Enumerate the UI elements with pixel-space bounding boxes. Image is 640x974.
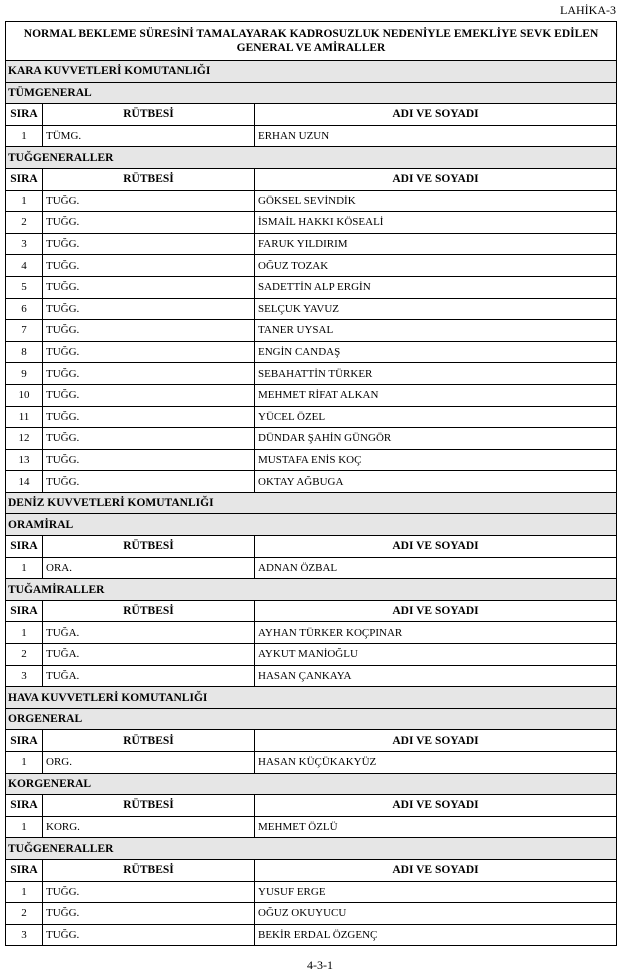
command-row [6, 687, 617, 709]
table-row [6, 125, 617, 147]
cell-name: ERHAN UZUN [255, 125, 617, 147]
personnel-table [5, 21, 617, 946]
cell-name: ADNAN ÖZBAL [255, 557, 617, 579]
cell-rank: TUĞG. [43, 255, 255, 277]
appendix-label: LAHİKA-3 [560, 3, 616, 17]
column-header-row [6, 536, 617, 558]
cell-rank: TUĞG. [43, 903, 255, 925]
header-name: ADI VE SOYADI [255, 730, 617, 752]
table-row [6, 665, 617, 687]
table-row [6, 903, 617, 925]
cell-no: 9 [6, 363, 43, 385]
rank-group-row [6, 514, 617, 536]
cell-rank: TUĞG. [43, 881, 255, 903]
header-no: SIRA [6, 536, 43, 558]
cell-name: SADETTİN ALP ERGİN [255, 276, 617, 298]
header-no: SIRA [6, 795, 43, 817]
header-rank: RÜTBESİ [43, 168, 255, 190]
rank-group-row [6, 708, 617, 730]
cell-name: MUSTAFA ENİS KOÇ [255, 449, 617, 471]
rank-group-title: TÜMGENERAL [6, 82, 617, 104]
table-row [6, 471, 617, 493]
cell-name: DÜNDAR ŞAHİN GÜNGÖR [255, 428, 617, 450]
table-row [6, 212, 617, 234]
cell-name: MEHMET ÖZLÜ [255, 816, 617, 838]
rank-group-row [6, 838, 617, 860]
cell-name: TANER UYSAL [255, 320, 617, 342]
cell-no: 3 [6, 665, 43, 687]
command-row [6, 492, 617, 514]
cell-no: 12 [6, 428, 43, 450]
header-rank: RÜTBESİ [43, 859, 255, 881]
cell-name: MEHMET RİFAT ALKAN [255, 384, 617, 406]
header-no: SIRA [6, 168, 43, 190]
cell-name: HASAN KÜÇÜKAKYÜZ [255, 752, 617, 774]
cell-no: 1 [6, 881, 43, 903]
column-header-row [6, 104, 617, 126]
rank-group-row [6, 82, 617, 104]
page-number: 4-3-1 [307, 958, 333, 972]
table-row [6, 255, 617, 277]
personnel-table-body [6, 22, 617, 946]
column-header-row [6, 168, 617, 190]
cell-no: 10 [6, 384, 43, 406]
cell-no: 2 [6, 212, 43, 234]
header-name: ADI VE SOYADI [255, 600, 617, 622]
table-row [6, 428, 617, 450]
header-rank: RÜTBESİ [43, 104, 255, 126]
header-rank: RÜTBESİ [43, 536, 255, 558]
cell-rank: TUĞG. [43, 212, 255, 234]
cell-rank: TUĞG. [43, 190, 255, 212]
cell-rank: TUĞG. [43, 298, 255, 320]
header-rank: RÜTBESİ [43, 795, 255, 817]
table-row [6, 924, 617, 946]
cell-no: 3 [6, 924, 43, 946]
cell-rank: TUĞG. [43, 233, 255, 255]
header-no: SIRA [6, 600, 43, 622]
table-row [6, 341, 617, 363]
cell-rank: TUĞG. [43, 276, 255, 298]
cell-rank: TUĞA. [43, 622, 255, 644]
table-row [6, 881, 617, 903]
rank-group-title: ORGENERAL [6, 708, 617, 730]
cell-name: AYKUT MANİOĞLU [255, 644, 617, 666]
cell-no: 1 [6, 816, 43, 838]
cell-name: OĞUZ OKUYUCU [255, 903, 617, 925]
table-row [6, 276, 617, 298]
cell-rank: TÜMG. [43, 125, 255, 147]
command-title: HAVA KUVVETLERİ KOMUTANLIĞI [6, 687, 617, 709]
cell-no: 2 [6, 903, 43, 925]
rank-group-title: ORAMİRAL [6, 514, 617, 536]
table-row [6, 320, 617, 342]
cell-rank: ORA. [43, 557, 255, 579]
cell-no: 2 [6, 644, 43, 666]
header-no: SIRA [6, 859, 43, 881]
cell-no: 7 [6, 320, 43, 342]
cell-no: 3 [6, 233, 43, 255]
cell-rank: ORG. [43, 752, 255, 774]
cell-no: 6 [6, 298, 43, 320]
table-row [6, 298, 617, 320]
cell-name: GÖKSEL SEVİNDİK [255, 190, 617, 212]
cell-no: 4 [6, 255, 43, 277]
table-row [6, 816, 617, 838]
cell-rank: TUĞG. [43, 384, 255, 406]
column-header-row [6, 859, 617, 881]
rank-group-row [6, 147, 617, 169]
table-row [6, 406, 617, 428]
cell-no: 8 [6, 341, 43, 363]
rank-group-title: TUĞGENERALLER [6, 838, 617, 860]
table-row [6, 384, 617, 406]
cell-rank: TUĞG. [43, 428, 255, 450]
rank-group-row [6, 773, 617, 795]
cell-name: AYHAN TÜRKER KOÇPINAR [255, 622, 617, 644]
command-row [6, 61, 617, 83]
rank-group-row [6, 579, 617, 601]
table-row [6, 233, 617, 255]
rank-group-title: TUĞAMİRALLER [6, 579, 617, 601]
cell-rank: TUĞG. [43, 341, 255, 363]
table-row [6, 644, 617, 666]
cell-rank: TUĞG. [43, 924, 255, 946]
cell-no: 1 [6, 125, 43, 147]
cell-name: FARUK YILDIRIM [255, 233, 617, 255]
header-name: ADI VE SOYADI [255, 795, 617, 817]
cell-name: SEBAHATTİN TÜRKER [255, 363, 617, 385]
command-title: KARA KUVVETLERİ KOMUTANLIĞI [6, 61, 617, 83]
cell-rank: TUĞA. [43, 644, 255, 666]
cell-name: ENGİN CANDAŞ [255, 341, 617, 363]
cell-name: OKTAY AĞBUGA [255, 471, 617, 493]
cell-rank: TUĞG. [43, 471, 255, 493]
cell-no: 1 [6, 557, 43, 579]
cell-name: YUSUF ERGE [255, 881, 617, 903]
rank-group-title: KORGENERAL [6, 773, 617, 795]
header-no: SIRA [6, 104, 43, 126]
cell-no: 1 [6, 752, 43, 774]
cell-no: 13 [6, 449, 43, 471]
cell-name: HASAN ÇANKAYA [255, 665, 617, 687]
cell-no: 1 [6, 190, 43, 212]
table-row [6, 752, 617, 774]
cell-rank: TUĞG. [43, 363, 255, 385]
header-no: SIRA [6, 730, 43, 752]
cell-name: İSMAİL HAKKI KÖSEALİ [255, 212, 617, 234]
header-name: ADI VE SOYADI [255, 168, 617, 190]
cell-rank: TUĞG. [43, 320, 255, 342]
cell-name: SELÇUK YAVUZ [255, 298, 617, 320]
header-rank: RÜTBESİ [43, 730, 255, 752]
table-row [6, 449, 617, 471]
cell-no: 14 [6, 471, 43, 493]
header-name: ADI VE SOYADI [255, 859, 617, 881]
title-row [6, 22, 617, 61]
cell-name: OĞUZ TOZAK [255, 255, 617, 277]
cell-rank: TUĞG. [43, 406, 255, 428]
column-header-row [6, 795, 617, 817]
cell-rank: TUĞG. [43, 449, 255, 471]
cell-no: 11 [6, 406, 43, 428]
command-title: DENİZ KUVVETLERİ KOMUTANLIĞI [6, 492, 617, 514]
cell-name: BEKİR ERDAL ÖZGENÇ [255, 924, 617, 946]
cell-no: 1 [6, 622, 43, 644]
table-row [6, 363, 617, 385]
cell-name: YÜCEL ÖZEL [255, 406, 617, 428]
header-name: ADI VE SOYADI [255, 104, 617, 126]
cell-no: 5 [6, 276, 43, 298]
column-header-row [6, 600, 617, 622]
table-row [6, 622, 617, 644]
table-row [6, 190, 617, 212]
header-rank: RÜTBESİ [43, 600, 255, 622]
column-header-row [6, 730, 617, 752]
cell-rank: TUĞA. [43, 665, 255, 687]
rank-group-title: TUĞGENERALLER [6, 147, 617, 169]
cell-rank: KORG. [43, 816, 255, 838]
table-row [6, 557, 617, 579]
document-title: NORMAL BEKLEME SÜRESİNİ TAMALAYARAK KADROSUZLUK NEDENİYLE EMEKLİYE SEVK EDİLEN GENERAL VE AMİRALLER [6, 22, 617, 61]
header-name: ADI VE SOYADI [255, 536, 617, 558]
